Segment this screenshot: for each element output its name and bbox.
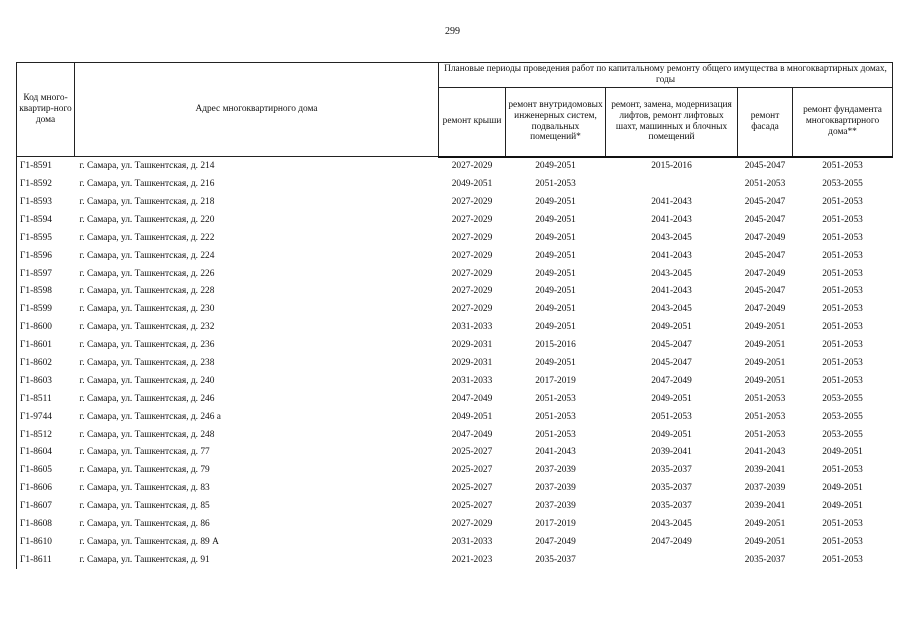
cell-lifts: 2039-2041: [651, 447, 692, 458]
cell-systems: 2051-2053: [535, 179, 576, 190]
table-row: [17, 533, 893, 551]
cell-facade: 2051-2053: [744, 429, 786, 440]
cell-roof: 2027-2029: [451, 214, 493, 225]
cell-code: Г1-8601: [17, 337, 75, 355]
cell-systems: 2049-2051: [535, 214, 576, 225]
cell-code: Г1-8597: [17, 265, 75, 283]
cell-roof: 2047-2049: [451, 393, 493, 404]
table-row: [17, 193, 893, 211]
cell-code: Г1-8593: [17, 193, 75, 211]
cell-facade: 2047-2049: [744, 268, 786, 279]
cell-address: г. Самара, ул. Ташкентская, д. 228: [79, 286, 215, 297]
cell-address: г. Самара, ул. Ташкентская, д. 232: [79, 322, 215, 333]
cell-facade: 2049-2051: [744, 536, 786, 547]
cell-systems: 2051-2053: [535, 411, 576, 422]
cell-roof: 2027-2029: [451, 196, 493, 207]
cell-lifts: 2035-2037: [651, 465, 692, 476]
cell-systems: 2035-2037: [535, 554, 576, 565]
cell-facade: 2045-2047: [744, 250, 786, 261]
cell-foundation: 2051-2053: [822, 536, 863, 547]
cell-foundation: 2049-2051: [822, 501, 863, 512]
cell-foundation: 2051-2053: [822, 322, 863, 333]
cell-roof: 2025-2027: [451, 483, 493, 494]
cell-roof: 2031-2033: [451, 536, 493, 547]
cell-code: Г1-8596: [17, 247, 75, 265]
cell-address: г. Самара, ул. Ташкентская, д. 238: [79, 357, 215, 368]
cell-lifts: 2049-2051: [651, 322, 692, 333]
cell-address: г. Самара, ул. Ташкентская, д. 77: [79, 447, 210, 458]
cell-lifts: 2047-2049: [651, 536, 692, 547]
cell-systems: 2049-2051: [535, 286, 576, 297]
cell-roof: 2047-2049: [451, 429, 493, 440]
cell-lifts: 2041-2043: [651, 214, 692, 225]
cell-lifts: 2045-2047: [651, 340, 692, 351]
cell-foundation: 2051-2053: [822, 232, 863, 243]
cell-code: Г1-8599: [17, 301, 75, 319]
cell-facade: 2039-2041: [744, 465, 786, 476]
cell-roof: 2025-2027: [451, 501, 493, 512]
cell-address: г. Самара, ул. Ташкентская, д. 230: [79, 304, 215, 315]
table-row: [17, 157, 893, 176]
cell-systems: 2037-2039: [535, 483, 576, 494]
cell-facade: 2049-2051: [744, 340, 786, 351]
cell-roof: 2021-2023: [451, 554, 493, 565]
cell-facade: 2049-2051: [744, 375, 786, 386]
cell-systems: 2049-2051: [535, 196, 576, 207]
cell-lifts: 2049-2051: [651, 393, 692, 404]
cell-address: г. Самара, ул. Ташкентская, д. 246: [79, 393, 215, 404]
cell-code: Г1-8591: [17, 157, 75, 176]
cell-foundation: 2053-2055: [822, 429, 863, 440]
cell-systems: 2015-2016: [535, 340, 576, 351]
table-body: [17, 157, 893, 569]
cell-facade: 2041-2043: [744, 447, 786, 458]
cell-systems: 2049-2051: [535, 304, 576, 315]
cell-roof: 2027-2029: [451, 232, 493, 243]
cell-address: г. Самара, ул. Ташкентская, д. 89 А: [79, 536, 219, 547]
cell-address: г. Самара, ул. Ташкентская, д. 226: [79, 268, 215, 279]
cell-code: Г1-8602: [17, 354, 75, 372]
cell-foundation: 2051-2053: [822, 518, 863, 529]
header-address: Адрес многоквартирного дома: [75, 63, 439, 157]
cell-code: Г1-8603: [17, 372, 75, 390]
cell-foundation: 2053-2055: [822, 179, 863, 190]
cell-facade: 2047-2049: [744, 232, 786, 243]
cell-systems: 2049-2051: [535, 232, 576, 243]
cell-address: г. Самара, ул. Ташкентская, д. 218: [79, 196, 215, 207]
cell-systems: 2037-2039: [535, 501, 576, 512]
cell-lifts: 2049-2051: [651, 429, 692, 440]
table-row: [17, 390, 893, 408]
cell-code: Г1-8595: [17, 229, 75, 247]
cell-roof: 2027-2029: [451, 268, 493, 279]
cell-systems: 2049-2051: [535, 357, 576, 368]
table-row: [17, 408, 893, 426]
cell-facade: 2049-2051: [744, 322, 786, 333]
cell-foundation: 2049-2051: [822, 483, 863, 494]
cell-code: Г1-8512: [17, 426, 75, 444]
cell-address: г. Самара, ул. Ташкентская, д. 246 а: [79, 411, 221, 422]
cell-address: г. Самара, ул. Ташкентская, д. 91: [79, 554, 210, 565]
cell-address: г. Самара, ул. Ташкентская, д. 83: [79, 483, 210, 494]
cell-roof: 2027-2029: [451, 161, 493, 172]
cell-facade: 2039-2041: [744, 501, 786, 512]
cell-foundation: 2051-2053: [822, 196, 863, 207]
cell-lifts: 2041-2043: [651, 250, 692, 261]
cell-roof: 2049-2051: [451, 179, 493, 190]
header-roof: ремонт крыши: [439, 87, 506, 157]
cell-lifts: 2047-2049: [651, 375, 692, 386]
table-row: [17, 247, 893, 265]
cell-systems: 2017-2019: [535, 518, 576, 529]
cell-systems: 2049-2051: [535, 322, 576, 333]
cell-lifts: 2045-2047: [651, 357, 692, 368]
table-row: [17, 372, 893, 390]
table-row: [17, 283, 893, 301]
cell-address: г. Самара, ул. Ташкентская, д. 214: [79, 160, 215, 171]
cell-lifts: 2043-2045: [651, 232, 692, 243]
cell-address: г. Самара, ул. Ташкентская, д. 248: [79, 429, 215, 440]
cell-foundation: 2051-2053: [822, 465, 863, 476]
cell-systems: 2037-2039: [535, 465, 576, 476]
header-foundation: ремонт фундамента многоквартирного дома**: [793, 87, 893, 157]
cell-lifts: 2035-2037: [651, 501, 692, 512]
cell-systems: 2051-2053: [535, 393, 576, 404]
cell-code: Г1-8592: [17, 176, 75, 194]
cell-roof: 2027-2029: [451, 286, 493, 297]
cell-foundation: 2051-2053: [822, 161, 863, 172]
cell-foundation: 2051-2053: [822, 554, 863, 565]
cell-roof: 2025-2027: [451, 447, 493, 458]
cell-code: Г1-8594: [17, 211, 75, 229]
cell-address: г. Самара, ул. Ташкентская, д. 224: [79, 250, 215, 261]
cell-address: г. Самара, ул. Ташкентская, д. 79: [79, 465, 210, 476]
cell-foundation: 2051-2053: [822, 268, 863, 279]
cell-lifts: 2015-2016: [651, 161, 692, 172]
cell-facade: 2045-2047: [744, 214, 786, 225]
cell-lifts: 2043-2045: [651, 304, 692, 315]
page-number: 299: [445, 26, 460, 37]
capital-repair-table: [16, 62, 893, 569]
cell-roof: 2049-2051: [451, 411, 493, 422]
cell-lifts: 2035-2037: [651, 483, 692, 494]
cell-address: г. Самара, ул. Ташкентская, д. 86: [79, 518, 210, 529]
cell-facade: 2035-2037: [744, 554, 786, 565]
cell-code: Г1-8605: [17, 462, 75, 480]
cell-facade: 2045-2047: [744, 161, 786, 172]
table-row: [17, 319, 893, 337]
cell-foundation: 2051-2053: [822, 357, 863, 368]
table-row: [17, 354, 893, 372]
table-row: [17, 551, 893, 569]
header-lifts: ремонт, замена, модернизация лифтов, ремонт лифтовых шахт, машинных и блочных помещений: [606, 87, 738, 157]
cell-code: Г1-8606: [17, 480, 75, 498]
cell-foundation: 2051-2053: [822, 340, 863, 351]
table-row: [17, 480, 893, 498]
cell-code: Г1-8610: [17, 533, 75, 551]
cell-systems: 2017-2019: [535, 375, 576, 386]
cell-systems: 2047-2049: [535, 536, 576, 547]
cell-foundation: 2051-2053: [822, 214, 863, 225]
cell-address: г. Самара, ул. Ташкентская, д. 236: [79, 340, 215, 351]
header-facade: ремонт фасада: [738, 87, 793, 157]
table-row: [17, 426, 893, 444]
cell-address: г. Самара, ул. Ташкентская, д. 220: [79, 214, 215, 225]
cell-code: Г1-8608: [17, 515, 75, 533]
table-row: [17, 498, 893, 516]
cell-foundation: 2053-2055: [822, 411, 863, 422]
cell-lifts: 2051-2053: [651, 411, 692, 422]
cell-address: г. Самара, ул. Ташкентская, д. 222: [79, 232, 215, 243]
cell-foundation: 2049-2051: [822, 447, 863, 458]
table-row: [17, 515, 893, 533]
cell-code: Г1-8511: [17, 390, 75, 408]
cell-lifts: [606, 176, 738, 194]
cell-foundation: 2051-2053: [822, 286, 863, 297]
cell-facade: 2045-2047: [744, 196, 786, 207]
cell-address: г. Самара, ул. Ташкентская, д. 240: [79, 375, 215, 386]
cell-foundation: 2051-2053: [822, 250, 863, 261]
cell-lifts: 2043-2045: [651, 268, 692, 279]
cell-systems: 2041-2043: [535, 447, 576, 458]
cell-lifts: 2041-2043: [651, 286, 692, 297]
header-periods: Плановые периоды проведения работ по капитальному ремонту общего имущества в многоквартирных домах, годы: [439, 63, 893, 88]
cell-facade: 2049-2051: [744, 357, 786, 368]
cell-code: Г1-8607: [17, 498, 75, 516]
cell-code: Г1-8611: [17, 551, 75, 569]
cell-facade: 2051-2053: [744, 179, 786, 190]
cell-address: г. Самара, ул. Ташкентская, д. 85: [79, 501, 210, 512]
table-row: [17, 337, 893, 355]
table-row: [17, 301, 893, 319]
cell-facade: 2045-2047: [744, 286, 786, 297]
cell-foundation: 2053-2055: [822, 393, 863, 404]
cell-roof: 2031-2033: [451, 322, 493, 333]
cell-code: Г1-9744: [17, 408, 75, 426]
cell-code: Г1-8598: [17, 283, 75, 301]
cell-roof: 2029-2031: [451, 340, 493, 351]
cell-roof: 2027-2029: [451, 518, 493, 529]
cell-facade: 2051-2053: [744, 411, 786, 422]
cell-facade: 2047-2049: [744, 304, 786, 315]
table-row: [17, 211, 893, 229]
cell-code: Г1-8604: [17, 444, 75, 462]
cell-systems: 2049-2051: [535, 268, 576, 279]
cell-foundation: 2051-2053: [822, 304, 863, 315]
cell-facade: 2051-2053: [744, 393, 786, 404]
table-row: [17, 176, 893, 194]
cell-roof: 2025-2027: [451, 465, 493, 476]
cell-foundation: 2051-2053: [822, 375, 863, 386]
cell-address: г. Самара, ул. Ташкентская, д. 216: [79, 179, 215, 190]
cell-systems: 2049-2051: [535, 161, 576, 172]
cell-roof: 2027-2029: [451, 250, 493, 261]
table-row: [17, 229, 893, 247]
cell-code: Г1-8600: [17, 319, 75, 337]
cell-roof: 2029-2031: [451, 357, 493, 368]
cell-lifts: 2043-2045: [651, 518, 692, 529]
cell-facade: 2037-2039: [744, 483, 786, 494]
cell-lifts: 2041-2043: [651, 196, 692, 207]
table-row: [17, 444, 893, 462]
header-systems: ремонт внутридомовых инженерных систем, подвальных помещений*: [506, 87, 606, 157]
table-header: [17, 63, 893, 157]
table-row: [17, 265, 893, 283]
cell-roof: 2031-2033: [451, 375, 493, 386]
header-code: Код много-квартир-ного дома: [17, 63, 75, 157]
cell-systems: 2049-2051: [535, 250, 576, 261]
cell-roof: 2027-2029: [451, 304, 493, 315]
table-row: [17, 462, 893, 480]
cell-lifts: [606, 551, 738, 569]
cell-systems: 2051-2053: [535, 429, 576, 440]
cell-facade: 2049-2051: [744, 518, 786, 529]
